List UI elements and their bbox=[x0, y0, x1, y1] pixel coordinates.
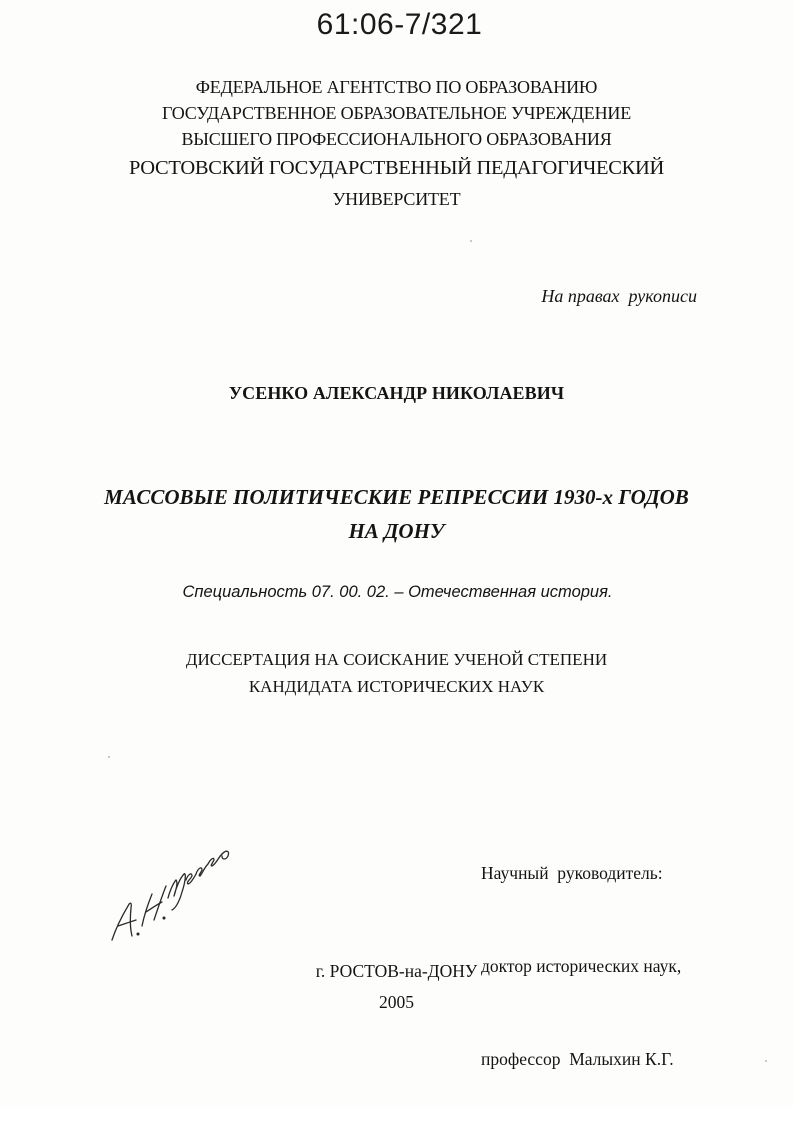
advisor-name: профессор Малыхин К.Г. bbox=[481, 1049, 674, 1069]
specialty-line: Специальность 07. 00. 02. – Отечественная история. bbox=[182, 583, 613, 601]
advisor-degree: доктор исторических наук, bbox=[481, 956, 682, 976]
handwritten-signature-icon bbox=[104, 836, 234, 946]
thesis-degree bbox=[0, 646, 793, 700]
archive-code: 61:06-7/321 bbox=[316, 8, 483, 41]
title-line-2: НА ДОНУ bbox=[348, 519, 445, 543]
thesis-line-2: КАНДИДАТА ИСТОРИЧЕСКИХ НАУК bbox=[248, 677, 545, 696]
scan-speck bbox=[108, 756, 110, 758]
title-line-1: МАССОВЫЕ ПОЛИТИЧЕСКИЕ РЕПРЕССИИ 1930-х ГОДОВ bbox=[104, 485, 689, 509]
year: 2005 bbox=[379, 992, 414, 1012]
header-line-education-level: ВЫСШЕГО ПРОФЕССИОНАЛЬНОГО ОБРАЗОВАНИЯ bbox=[181, 129, 612, 149]
author-name: УСЕНКО АЛЕКСАНДР НИКОЛАЕВИЧ bbox=[228, 383, 565, 403]
manuscript-rights-note: На правах рукописи bbox=[541, 286, 697, 306]
header-line-agency: ФЕДЕРАЛЬНОЕ АГЕНТСТВО ПО ОБРАЗОВАНИЮ bbox=[195, 77, 598, 97]
scan-speck bbox=[470, 240, 472, 242]
institution-header bbox=[0, 74, 793, 214]
thesis-line-1: ДИССЕРТАЦИЯ НА СОИСКАНИЕ УЧЕНОЙ СТЕПЕНИ bbox=[185, 650, 608, 669]
header-line-university: УНИВЕРСИТЕТ bbox=[332, 189, 461, 209]
advisor-label: Научный руководитель: bbox=[481, 863, 663, 883]
header-line-university-name: РОСТОВСКИЙ ГОСУДАРСТВЕННЫЙ ПЕДАГОГИЧЕСКИЙ bbox=[128, 157, 665, 179]
dissertation-title bbox=[0, 480, 793, 548]
header-line-institution-type: ГОСУДАРСТВЕННОЕ ОБРАЗОВАТЕЛЬНОЕ УЧРЕЖДЕНИЕ bbox=[161, 103, 631, 123]
scan-speck bbox=[765, 1060, 767, 1062]
city: г. РОСТОВ-на-ДОНУ bbox=[315, 961, 478, 981]
place-and-year bbox=[0, 956, 793, 1018]
